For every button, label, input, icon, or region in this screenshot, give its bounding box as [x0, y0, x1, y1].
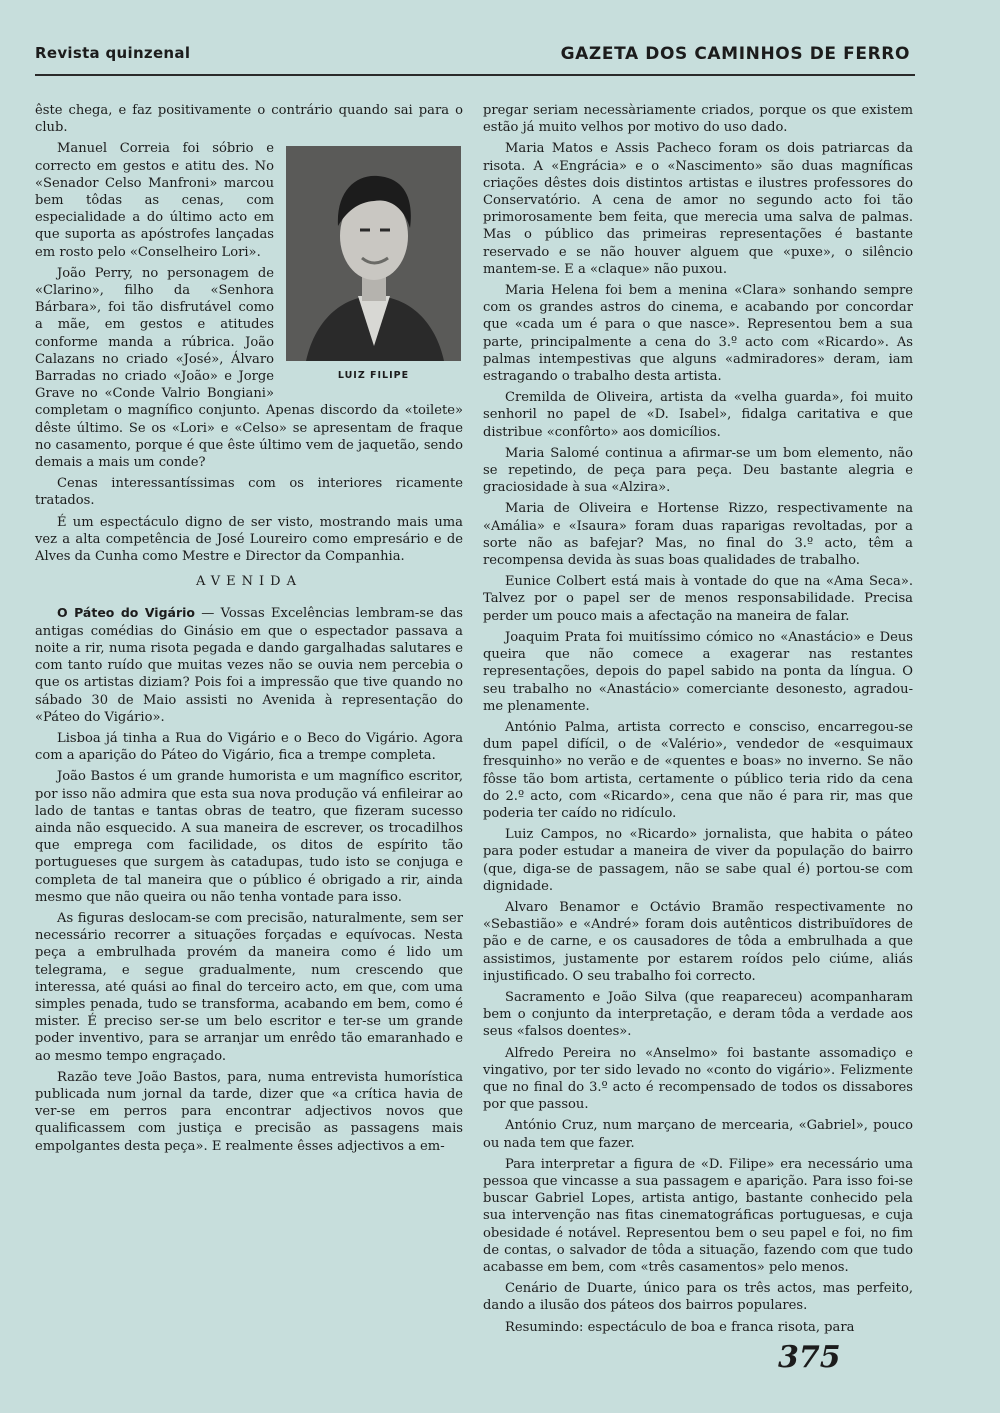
- paragraph: [35, 604, 463, 725]
- paragraph: Para interpretar a figura de «D. Filipe» era necessário uma pessoa que vincasse a sua passagem e aparição. Para isso foi-se buscar Gabriel Lopes, artista antigo, bastante conhecido pela sua intervenção nas fitas cinematográficas portuguesas, e cuja obesidade é notável. Representou bem o seu papel e foi, no fim de contas, o salvador de tôda a situação, fazendo com que tudo acabasse em bem, com «três casamentos» pelo menos.: [483, 1156, 913, 1275]
- paragraph: Sacramento e João Silva (que reapareceu) acompanharam bem o conjunto da interpretação, e deram tôda a verdade aos seus «falsos doentes».: [483, 989, 913, 1040]
- right-column: [483, 102, 913, 1340]
- paragraph: António Palma, artista correcto e consciso, encarregou-se dum papel difícil, o de «Valério», vendedor de «esquimaux fresquinho» no verão e de «quentes e boas» no inverno. Se não fôsse tão bom artista, certamente o público teria rido da cena do 2.º acto, com «Ricardo», cena que não é para rir, mas que poderia ter caído no ridículo.: [483, 719, 913, 821]
- portrait-figure: [286, 146, 461, 384]
- portrait-caption: LUIZ FILIPE: [337, 370, 410, 382]
- paragraph: pregar seriam necessàriamente criados, porque os que existem estão já muito velhos por motivo do uso dado.: [483, 103, 913, 136]
- running-header-left: Revista quinzenal: [35, 44, 191, 62]
- paragraph: João Bastos é um grande humorista e um magnífico escritor, por isso não admira que esta sua nova produção vá enfileirar ao lado de tantas e tantas obras de teatro, que fizeram sucesso ainda não esquecido. A sua maneira de escrever, os trocadilhos que emprega com facilidade, os ditos de espírito tão portugueses que surgem às catadupas, tudo isto se conjuga e completa de tal maneira que o público é obrigado a rir, ainda mesmo que não queira ou não tenha vontade para isso.: [35, 769, 463, 905]
- paragraph: Maria Salomé continua a afirmar-se um bom elemento, não se repetindo, de peça para peça. Deu bastante alegria e graciosidade à sua «Alzira».: [483, 445, 913, 496]
- paragraph: Resumindo: espectáculo de boa e franca risota, para: [505, 1319, 855, 1335]
- paragraph: Razão teve João Bastos, para, numa entrevista humorística publicada num jornal da tarde, dizer que «a crítica havia de ver-se em perros para encontrar adjectivos novos que qualificassem com justiça e precisão as passagens mais empolgantes desta peça». E realmente êsses adjectivos a em-: [35, 1069, 463, 1154]
- paragraph: êste chega, e faz positivamente o contrário quando sai para o club.: [35, 103, 463, 136]
- header-rule: [35, 74, 915, 76]
- page-number: 375: [778, 1340, 841, 1375]
- paragraph: Alfredo Pereira no «Anselmo» foi bastante assomadiço e vingativo, por ter sido levado no «conto do vigário». Felizmente que no final do 3.º acto é recompensado de todos os dissabores por que passou.: [483, 1045, 913, 1113]
- paragraph: Maria Matos e Assis Pacheco foram os dois patriarcas da risota. A «Engrácia» e o «Nascimento» são duas magníficas criações dêstes dois distintos artistas e ilustres professores do Conservatório. A cena de amor no segundo acto foi tão primorosamente bem feita, que merecia uma salva de palmas. Mas o público das primeiras representações é bastante reservado e se não houver alguem que «puxe», o silêncio mantem-se. E a «claque» não puxou.: [483, 141, 913, 277]
- paragraph: Cremilda de Oliveira, artista da «velha guarda», foi muito senhoril no papel de «D. Isabel», fidalga caritativa e que distribue «confôrto» aos domicílios.: [483, 390, 913, 440]
- paragraph: As figuras deslocam-se com precisão, naturalmente, sem ser necessário recorrer a situações forçadas e equívocas. Nesta peça a embrulhada provém da maneira como é lido um telegrama, e segue gradualmente, num crescendo que interessa, até quási ao final do terceiro acto, em que, com uma simples penada, tudo se transforma, acabando em bem, como é mister. É preciso ser-se um belo escritor e ter-se um grande poder inventivo, para se arranjar um enrêdo tão emaranhado e ao mesmo tempo engraçado.: [35, 910, 463, 1064]
- paragraph: Maria de Oliveira e Hortense Rizzo, respectivamente na «Amália» e «Isaura» foram duas raparigas revoltadas, por a sorte não as bafejar? Mas, no final do 3.º acto, têm a recompensa devida às suas boas qualidades de trabalho.: [483, 501, 913, 569]
- paragraph: Eunice Colbert está mais à vontade do que na «Ama Seca». Talvez por o papel ser de menos responsabilidade. Precisa perder um pouco mais a afectação na maneira de falar.: [483, 574, 913, 624]
- paragraph: Manuel Correia foi sóbrio e correcto em gestos e atitu des. No «Senador Celso Manfroni» marcou bem tôdas as cenas, com especialidade a do último acto em que suporta as apóstrofes lançadas em rosto pelo «Conselheiro Lori».: [35, 141, 274, 260]
- paragraph: Cenário de Duarte, único para os três actos, mas perfeito, dando a ilusão dos páteos dos bairros populares.: [483, 1281, 913, 1314]
- paragraph: João Perry, no personagem de «Clarino», filho da «Senhora Bárbara», foi tão disfrutável como a mãe, em gestos e atitudes conforme manda a rúbrica. João Calazans no criado «José», Álvaro Barradas no criado «João» e Jorge Grave no «Conde Valrio Bongiani» completam o magnífico conjunto. Apenas discordo da «toilete» dêste último. Se os «Lori» e «Celso» se apresentam de fraque no casamento, porque é que êste último vem de jaquetão, sendo demais a mais um conde?: [35, 265, 463, 471]
- paragraph: Cenas interessantíssimas com os interiores ricamente tratados.: [35, 476, 463, 509]
- paragraph: Joaquim Prata foi muitíssimo cómico no «Anastácio» e Deus queira que não comece a exagerar nas restantes representações, depois do papel sabido na ponta da língua. O seu trabalho no «Anastácio» comerciante desonesto, agradou-me plenamente.: [483, 629, 913, 714]
- paragraph: Lisboa já tinha a Rua do Vigário e o Beco do Vigário. Agora com a aparição do Páteo do Vigário, fica a trempe completa.: [35, 730, 463, 764]
- left-column: [35, 102, 463, 1159]
- section-heading: AVENIDA: [196, 574, 302, 590]
- portrait-image: [286, 146, 461, 361]
- paragraph: António Cruz, num marçano de mercearia, «Gabriel», pouco ou nada tem que fazer.: [483, 1118, 913, 1151]
- paragraph-body: — Vossas Excelências lembram-se das antigas comédias do Ginásio em que o espectador passava a noite a rir, numa risota pegada e dando gargalhadas salutares e com tanto ruído que muitas vezes não se ouvia nem percebia o que os artistas diziam? Pois foi a impressão que tive quando no sábado 30 de Maio assisti no Avenida à representação do «Páteo do Vigário».: [35, 606, 463, 725]
- paragraph: É um espectáculo digno de ser visto, mostrando mais uma vez a alta competência de José Loureiro como empresário e de Alves da Cunha como Mestre e Director da Companhia.: [35, 514, 463, 565]
- paragraph: Luiz Campos, no «Ricardo» jornalista, que habita o páteo para poder estudar a maneira de viver da população do bairro (que, diga-se de passagem, não se sabe qual é) portou-se com dignidade.: [483, 827, 913, 894]
- paragraph: Alvaro Benamor e Octávio Bramão respectivamente no «Sebastião» e «André» foram dois autênticos distribuïdores de pão e de carne, e os causadores de tôda a embrulhada a que assistimos, justamente por estarem roídos pelo ciúme, aliás injustificado. O seu trabalho foi correcto.: [483, 899, 913, 984]
- running-header-right: GAZETA DOS CAMINHOS DE FERRO: [560, 44, 910, 64]
- lead-title: O Páteo do Vigário: [57, 605, 195, 621]
- paragraph: Maria Helena foi bem a menina «Clara» sonhando sempre com os grandes astros do cinema, e acabando por concordar que «cada um é para o que nasce». Representou bem a sua parte, principalmente a cena do 3.º acto com «Ricardo». As palmas intempestivas que alguns «admiradores» deram, iam estragando o trabalho desta artista.: [483, 283, 913, 385]
- portrait-photo: [286, 146, 461, 361]
